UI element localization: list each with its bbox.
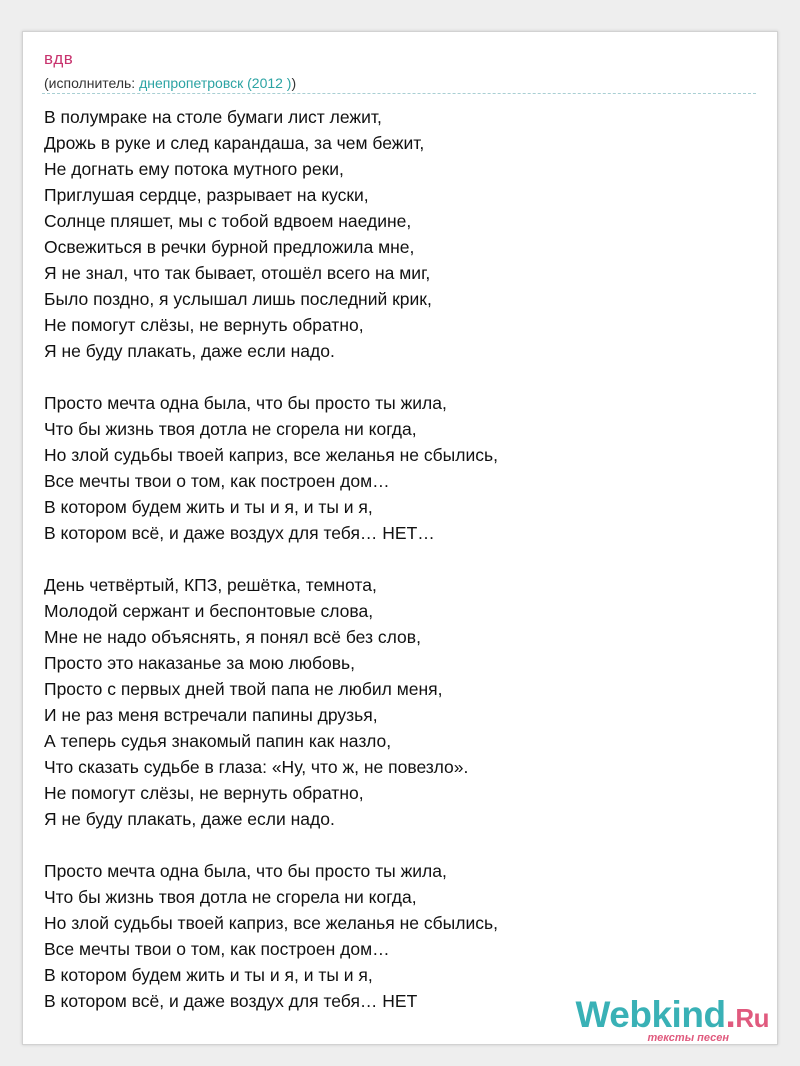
lyric-line: Что бы жизнь твоя дотла не сгорела ни когда,: [44, 419, 417, 439]
stanza: [44, 104, 498, 364]
brand-dot: .: [725, 994, 736, 1035]
lyric-line: Дрожь в руке и след карандаша, за чем бежит,: [44, 133, 425, 153]
lyric-line: Что сказать судьбе в глаза: «Ну, что ж, не повезло».: [44, 757, 469, 777]
lyric-line: В котором будем жить и ты и я, и ты и я,: [44, 965, 373, 985]
dashed-divider: [42, 93, 756, 94]
lyric-line: Просто мечта одна была, что бы просто ты жила,: [44, 393, 447, 413]
lyric-line: Все мечты твои о том, как построен дом…: [44, 471, 390, 491]
lyric-line: В котором будем жить и ты и я, и ты и я,: [44, 497, 373, 517]
stanza: [44, 572, 498, 832]
song-meta: [44, 75, 296, 91]
lyric-line: Я не буду плакать, даже если надо.: [44, 809, 335, 829]
brand-tld: Ru: [735, 1003, 769, 1033]
lyric-line: Солнце пляшет, мы с тобой вдвоем наедине,: [44, 211, 412, 231]
lyric-line: Я не буду плакать, даже если надо.: [44, 341, 335, 361]
lyric-line: Молодой сержант и беспонтовые слова,: [44, 601, 374, 621]
lyric-line: Я не знал, что так бывает, отошёл всего на миг,: [44, 263, 431, 283]
lyric-line: Просто мечта одна была, что бы просто ты жила,: [44, 861, 447, 881]
lyric-line: Мне не надо объяснять, я понял всё без слов,: [44, 627, 421, 647]
lyric-line: Не помогут слёзы, не вернуть обратно,: [44, 315, 364, 335]
lyrics-text: [44, 104, 498, 1014]
song-title: вдв: [44, 49, 74, 68]
lyric-line: День четвёртый, КПЗ, решётка, темнота,: [44, 575, 377, 595]
stanza: [44, 858, 498, 1014]
artist-suffix: ): [291, 75, 297, 91]
lyrics-card: [22, 31, 778, 1045]
lyric-line: Было поздно, я услышал лишь последний крик,: [44, 289, 432, 309]
artist-link[interactable]: днепропетровск (2012 ): [139, 75, 292, 91]
lyric-line: И не раз меня встречали папины друзья,: [44, 705, 378, 725]
lyric-line: Освежиться в речки бурной предложила мне,: [44, 237, 415, 257]
brand-wordmark: [576, 996, 769, 1037]
brand-name: Webkind: [575, 994, 726, 1035]
lyric-line: Что бы жизнь твоя дотла не сгорела ни когда,: [44, 887, 417, 907]
lyric-line: Но злой судьбы твоей каприз, все желанья не сбылись,: [44, 445, 498, 465]
lyric-line: Просто с первых дней твой папа не любил меня,: [44, 679, 443, 699]
lyric-line: А теперь судья знакомый папин как назло,: [44, 731, 392, 751]
lyric-line: Не догнать ему потока мутного реки,: [44, 159, 344, 179]
lyric-line: Но злой судьбы твоей каприз, все желанья не сбылись,: [44, 913, 498, 933]
artist-prefix: (исполнитель:: [44, 75, 140, 91]
lyric-line: Все мечты твои о том, как построен дом…: [44, 939, 390, 959]
lyric-line: В полумраке на столе бумаги лист лежит,: [44, 107, 382, 127]
stanza: [44, 390, 498, 546]
lyric-line: Не помогут слёзы, не вернуть обратно,: [44, 783, 364, 803]
lyric-line: В котором всё, и даже воздух для тебя… НЕТ: [44, 991, 418, 1011]
lyric-line: Просто это наказанье за мою любовь,: [44, 653, 356, 673]
lyric-line: В котором всё, и даже воздух для тебя… НЕТ…: [44, 523, 435, 543]
lyric-line: Приглушая сердце, разрывает на куски,: [44, 185, 369, 205]
brand-tagline: тексты песен: [647, 1032, 729, 1044]
webkind-logo[interactable]: [576, 996, 769, 1044]
